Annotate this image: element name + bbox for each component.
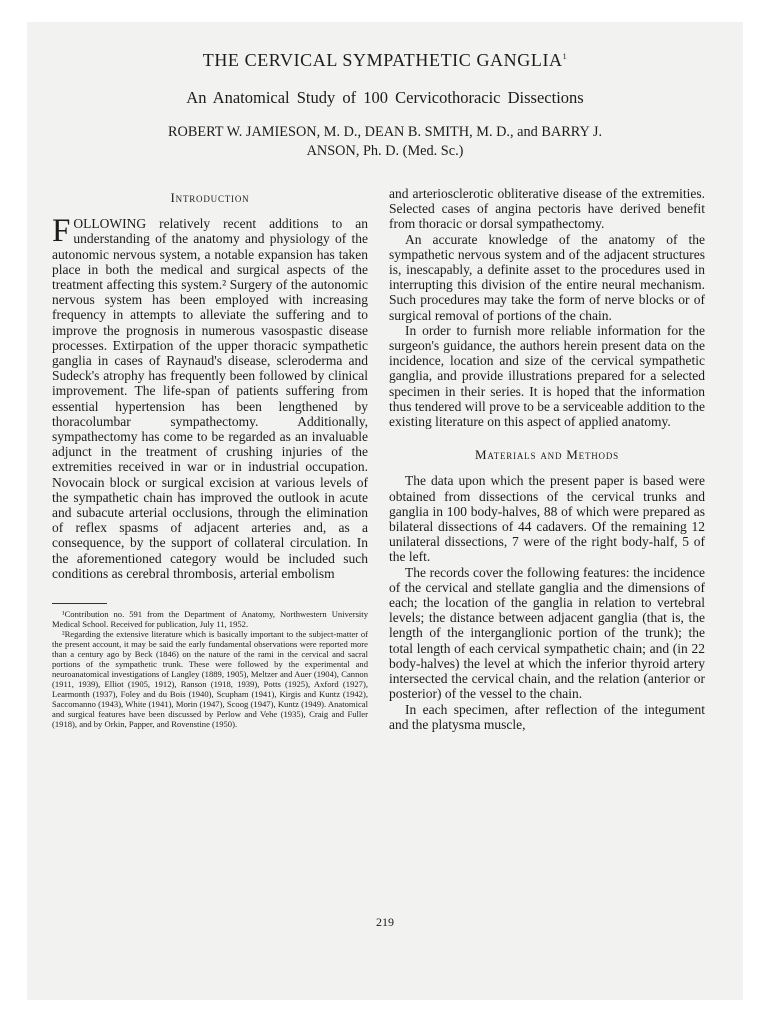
authors-line-1: ROBERT W. JAMIESON, M. D., DEAN B. SMITH, M. D., and BARRY J. (167, 124, 603, 140)
introduction-paragraph-1-text: OLLOWING relatively recent additions to an understanding of the anatomy and physiology of the autonomic nervous system, a notable expansion has taken place in both the medical and surgical aspects of the treatment affecting this system.² Surgery of the autonomic nervous system has been employed with increasing frequency in attempts to alleviate the suffering and to improve the prognosis in numerous vasospastic disease processes. Extirpation of the upper thoracic sympathetic ganglia in cases of Raynaud's disease, scleroderma and Sudeck's atrophy has frequently been followed by clinical improvement. The life-span of patients suffering from essential hypertension has been lengthened by thoracolumbar sympathectomy. Additionally, sympathectomy has come to be regarded as an invaluable adjunct in the treatment of crushing injuries of the extremities received in war or in industrial occupation. Novocain block or surgical excision at various levels of the sympathetic chain has improved the outlook in acute and subacute arterial occlusions, through the elimination of reflex spasms of adjacent arteries and, as a consequence, by the support of collateral circulation. In the aforementioned category would be included such conditions as cerebral thrombosis, arterial embolism (52, 216, 368, 581)
right-column (389, 186, 705, 732)
methods-heading: Materials and Methods (475, 447, 619, 463)
article-subtitle: An Anatomical Study of 100 Cervicothoracic Dissections (186, 88, 584, 107)
introduction-paragraph-2: An accurate knowledge of the anatomy of the sympathetic nervous system and of the adjacent structures is, inescapably, a definite asset to the procedures used in interrupting this division of the entire neural mechanism. Such procedures may take the form of nerve blocks or of surgical removal of portions of the chain. (389, 231, 705, 323)
authors-line-2: ANSON, Ph. D. (Med. Sc.) (306, 143, 464, 159)
introduction-paragraph-1-continued: and arteriosclerotic obliterative disease of the extremities. Selected cases of angina pectoris have derived benefit from thoracic or dorsal sympathectomy. (389, 186, 705, 232)
methods-paragraph-1: The data upon which the present paper is based were obtained from dissections of the cervical trunks and ganglia in 100 body-halves, 88 of which were prepared as bilateral dissections of 44 cadavers. Of the remaining 12 unilateral dissections, 7 were of the right body-half, 5 of the left. (389, 473, 705, 565)
article-title (0, 50, 770, 71)
footnotes (52, 609, 368, 729)
methods-paragraph-2: The records cover the following features: the incidence of the cervical and stellate ganglia and the dimensions of each; the location of the ganglia in relation to vertebral levels; the distance between adjacent ganglia (that is, the length of the interganglionic portion of the trunk); the total length of each cervical sympathetic chain; and (in 22 body-halves) the level at which the inferior thyroid artery intersected the cervical chain, and the relation (anterior or posterior) of the vessel to the chain. (389, 564, 705, 702)
introduction-paragraph-1 (52, 213, 368, 581)
author-list (60, 123, 710, 161)
footnote-1: ¹Contribution no. 591 from the Department of Anatomy, Northwestern University Medical School. Received for publication, July 11, 1952. (52, 609, 368, 630)
footnote-divider (52, 603, 107, 604)
drop-cap: F (52, 213, 71, 250)
methods-paragraph-3: In each specimen, after reflection of the integument and the platysma muscle, (389, 701, 705, 732)
footnote-2: ²Regarding the extensive literature which is basically important to the subject-matter of the present account, it may be said the early fundamental observations were reported more than a century ago by Beck (1846) on the nature of the rami in the cervical and sacral portions of the sympathetic trunk. These were followed by the experimental and neuroanatomical investigations of Langley (1889, 1905), Meltzer and Auer (1904), Cannon (1911, 1939), Elliot (1905, 1912), Ranson (1918, 1939), Potts (1925), Axford (1927), Learmonth (1937), Foley and du Bois (1940), Scupham (1941), Kirgis and Kuntz (1942), Saccomanno (1943), White (1941), Morin (1947), Scoog (1947), Kuntz (1949). Anatomical and surgical features have been discussed by Perlow and Vehe (1935), Craig and Fuller (1918), and by Orkin, Papper, and Rovenstine (1950). (52, 629, 368, 730)
title-text: THE CERVICAL SYMPATHETIC GANGLIA (202, 50, 563, 70)
introduction-paragraph-3: In order to furnish more reliable information for the surgeon's guidance, the authors herein present data on the incidence, location and size of the cervical sympathetic ganglia, and provide illustrations prepared for a selected specimen in their series. It is hoped that the information thus tendered will prove to be a serviceable addition to the existing literature on this aspect of applied anatomy. (389, 322, 705, 430)
introduction-heading: Introduction (170, 190, 250, 205)
title-footnote-mark: 1 (562, 52, 568, 61)
page-number: 219 (376, 915, 394, 929)
left-column (52, 190, 368, 729)
